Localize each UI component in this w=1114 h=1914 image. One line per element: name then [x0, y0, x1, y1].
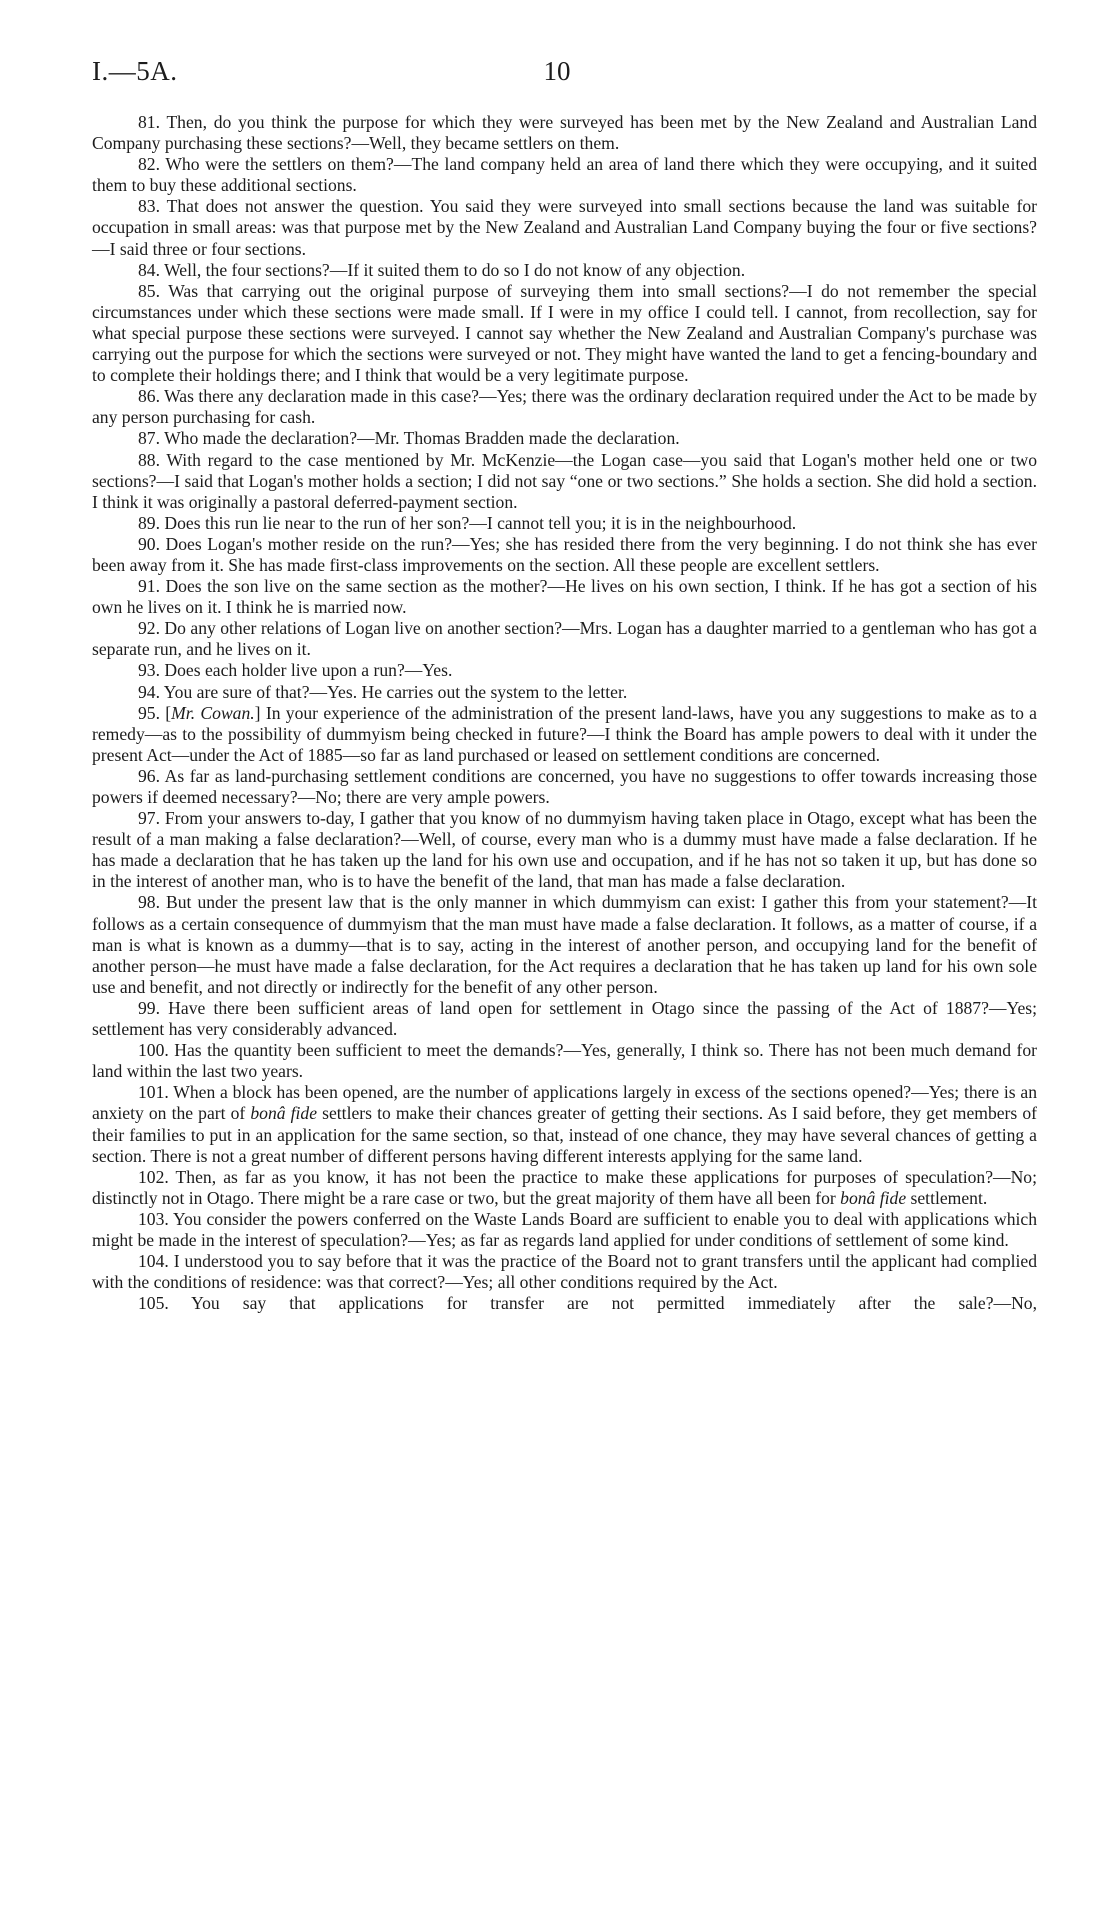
- speaker-name: Mr. Cowan.: [171, 702, 255, 723]
- page-number: 10: [543, 56, 571, 86]
- paragraph: 103. You consider the powers conferred on the Waste Lands Board are sufficient to enable you to deal with applications which might be made in the interest of speculation?—Yes; as far as regards land applied for under conditions of settlement of some kind.: [92, 1208, 1037, 1250]
- paragraph: 87. Who made the declaration?—Mr. Thomas Bradden made the declaration.: [138, 428, 680, 449]
- paragraph: 104. I understood you to say before that it was the practice of the Board not to grant transfers until the applicant had complied with the conditions of residence: was that correct?—Yes; all other conditions required by the Act.: [92, 1251, 1037, 1293]
- paragraph: 99. Have there been sufficient areas of land open for settlement in Otago since the passing of the Act of 1887?—Yes; settlement has very considerably advanced.: [92, 997, 1037, 1040]
- paragraph: 105. You say that applications for transfer are not permitted immediately after the sale?—No,: [138, 1293, 1037, 1314]
- paragraph: 95. [Mr. Cowan.] In your experience of the administration of the present land-laws, have you any suggestions to make as to a remedy—as to the possibility of dummyism being checked in future?—I think the Board has ample powers to deal with it under the present Act—under the Act of 1885—so far as land purchased or leased on settlement conditions are concerned.: [92, 702, 1037, 765]
- paragraph: 89. Does this run lie near to the run of her son?—I cannot tell you; it is in the neighbourhood.: [138, 512, 797, 533]
- paragraph: 93. Does each holder live upon a run?—Yes.: [138, 660, 453, 681]
- paragraph: 81. Then, do you think the purpose for which they were surveyed has been met by the New Zealand and Australian Land Company purchasing these sections?—Well, they became settlers on them.: [92, 112, 1037, 154]
- paragraph: 100. Has the quantity been sufficient to meet the demands?—Yes, generally, I think so. There has not been much demand for land within the last two years.: [92, 1040, 1037, 1082]
- paragraph: 90. Does Logan's mother reside on the run?—Yes; she has resided there from the very beginning. I do not think she has ever been away from it. She has made first-class improvements on the section. All these people are excellent settlers.: [92, 533, 1037, 575]
- paragraph: 101. When a block has been opened, are the number of applications largely in excess of the sections opened?—Yes; there is an anxiety on the part of bonâ fide settlers to make their chances greater of getting their sections. As I said before, they get members of their families to put in an application for the same section, so that, instead of one chance, they may have several chances of getting a section. There is not a great number of different persons having different interests applying for the same land.: [92, 1082, 1038, 1166]
- italic-phrase: bonâ fide: [250, 1103, 318, 1124]
- paragraph: 85. Was that carrying out the original purpose of surveying them into small sections?—I do not remember the special circumstances under which these sections were made small. If I were in my office I could tell. I cannot, from recollection, say for what special purpose these sections were surveyed. I cannot say whether the New Zealand and Australian Company's purchase was carrying out the purpose for which the sections were surveyed or not. They might have wanted the land to get a fencing-boundary and to complete their holdings there; and I think that would be a very legitimate purpose.: [92, 280, 1037, 386]
- paragraph: 98. But under the present law that is the only manner in which dummyism can exist: I gather this from your statement?—It follows as a certain consequence of dummyism that the man must have made a false declaration. It follows, as a matter of course, if a man is what is known as a dummy—that is to say, acting in the interest of another person, and occupying land for the benefit of another person—he must have made a false declaration, for the Act requires a declaration that he has taken up land for his own sole use and benefit, and not directly or indirectly for the benefit of any other person.: [92, 892, 1037, 997]
- paragraph: 83. That does not answer the question. You said they were surveyed into small sections because the land was suitable for occupation in small areas: was that purpose met by the New Zealand and Australian Land Company buying the four or five sections?—I said three or four sections.: [92, 196, 1037, 259]
- paragraph: 97. From your answers to-day, I gather that you know of no dummyism having taken place in Otago, except what has been the result of a man making a false declaration?—Well, of course, every man who is a dummy must have made a false declaration. If he has made a declaration that he has taken up the land for his own use and occupation, and if he has not so taken it up, but has done so in the interest of another man, who is to have the benefit of the land, that man has made a false declaration.: [92, 808, 1037, 892]
- italic-phrase: bonâ fide: [840, 1187, 907, 1208]
- page-header-reference: I.—5A.: [92, 56, 178, 86]
- evidence-body: [92, 112, 1037, 1314]
- paragraph: 88. With regard to the case mentioned by Mr. McKenzie—the Logan case—you said that Logan's mother held one or two sections?—I said that Logan's mother holds a section; I did not say “one or two sections.” She holds a section. She did hold a section. I think it was originally a pastoral deferred-payment section.: [92, 449, 1037, 512]
- paragraph: 82. Who were the settlers on them?—The land company held an area of land there which they were occupying, and it suited them to buy these additional sections.: [92, 154, 1037, 196]
- paragraph: 94. You are sure of that?—Yes. He carries out the system to the letter.: [138, 681, 628, 702]
- paragraph: 102. Then, as far as you know, it has not been the practice to make these applications for purposes of speculation?—No; distinctly not in Otago. There might be a rare case or two, but the great majority of them have all been for bonâ fide settlement.: [92, 1166, 1037, 1208]
- paragraph: 91. Does the son live on the same section as the mother?—He lives on his own section, I think. If he has got a section of his own he lives on it. I think he is married now.: [92, 576, 1037, 618]
- paragraph: 92. Do any other relations of Logan live on another section?—Mrs. Logan has a daughter married to a gentleman who has got a separate run, and he lives on it.: [92, 618, 1037, 660]
- paragraph: 96. As far as land-purchasing settlement conditions are concerned, you have no suggestions to offer towards increasing those powers if deemed necessary?—No; there are very ample powers.: [92, 765, 1037, 807]
- paragraph: 84. Well, the four sections?—If it suited them to do so I do not know of any objection.: [138, 259, 746, 280]
- paragraph: 86. Was there any declaration made in this case?—Yes; there was the ordinary declaration required under the Act to be made by any person purchasing for cash.: [92, 386, 1037, 428]
